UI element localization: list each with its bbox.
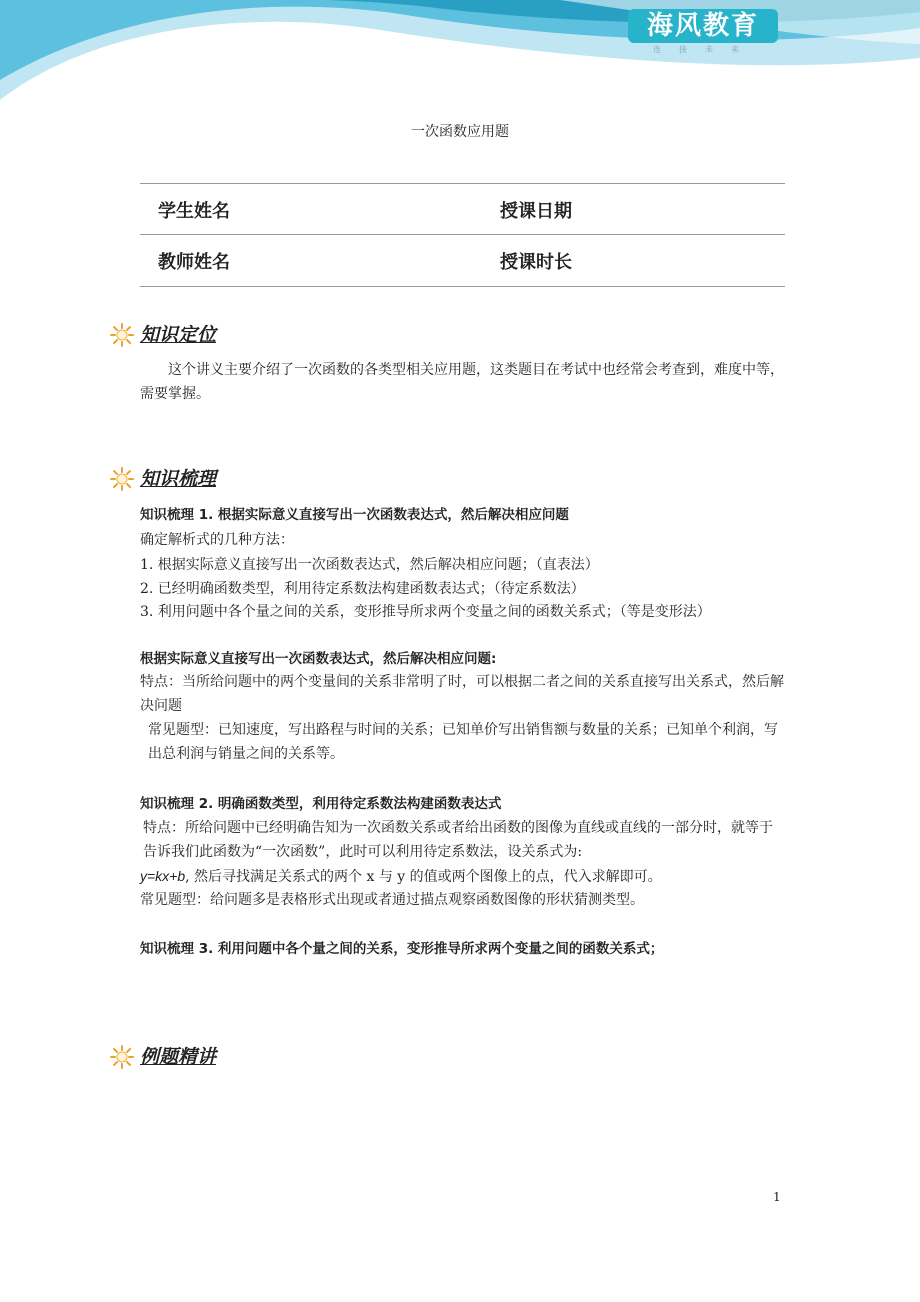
positioning-body: 这个讲义主要介绍了一次函数的各类型相关应用题，这类题目在考试中也经常会考查到，难度中等，需要掌握。: [140, 362, 784, 402]
review-heading-3: 知识梳理 3. 利用问题中各个量之间的关系，变形推导所求两个变量之间的函数关系式；: [140, 941, 664, 957]
student-info-table: [140, 183, 785, 287]
student-name-label: 学生姓名: [158, 201, 230, 222]
method-2: 2. 已经明确函数类型，利用待定系数法构建函数表达式；（待定系数法）: [140, 581, 585, 597]
review-heading-2: 知识梳理 2. 明确函数类型，利用待定系数法构建函数表达式: [140, 796, 502, 812]
review-subheading-1: 根据实际意义直接写出一次函数表达式，然后解决相应问题:: [140, 651, 497, 667]
feature-1: 特点：当所给问题中的两个变量间的关系非常明了时，可以根据二者之间的关系直接写出关系式，然后解决问题: [140, 674, 784, 714]
info-row: [140, 184, 785, 235]
teacher-name-label: 教师姓名: [158, 252, 230, 273]
formula-explanation: , 然后寻找满足关系式的两个 x 与 y 的值或两个图像上的点，代入求解即可。: [185, 869, 662, 885]
brand-logo: 海风教育: [628, 9, 778, 43]
sun-icon: [110, 1045, 134, 1069]
formula: y=kx+b: [140, 868, 186, 884]
method-1: 1. 根据实际意义直接写出一次函数表达式，然后解决相应问题；（直表法）: [140, 557, 599, 573]
review-heading-1: 知识梳理 1. 根据实际意义直接写出一次函数表达式，然后解决相应问题: [140, 507, 569, 523]
common-types-1: 常见题型：已知速度，写出路程与时间的关系；已知单价写出销售额与数量的关系；已知单个利润，写出总利润与销量之间的关系等。: [148, 722, 778, 762]
method-3: 3. 利用问题中各个量之间的关系，变形推导所求两个变量之间的函数关系式；（等是变形法）: [140, 604, 711, 620]
page-number: 1: [773, 1190, 781, 1204]
common-types-2: 常见题型：给问题多是表格形式出现或者通过描点观察函数图像的形状猜测类型。: [140, 892, 644, 908]
lesson-date-label: 授课日期: [500, 201, 572, 222]
sun-icon: [110, 467, 134, 491]
sun-icon: [110, 323, 134, 347]
section-title: 例题精讲: [140, 1046, 217, 1068]
section-title: 知识梳理: [140, 468, 217, 490]
info-row: [140, 235, 785, 287]
formula-line: [140, 864, 662, 889]
brand-slogan: 连接未来: [653, 45, 757, 54]
header-wave-banner: [0, 0, 920, 110]
methods-intro: 确定解析式的几种方法：: [140, 532, 294, 548]
section-title: 知识定位: [140, 324, 217, 346]
document-title: 一次函数应用题: [411, 124, 509, 140]
lesson-duration-label: 授课时长: [500, 252, 572, 273]
feature-2: 特点：所给问题中已经明确告知为一次函数关系或者给出函数的图像为直线或直线的一部分时，就等于告诉我们此函数为“一次函数”，此时可以利用待定系数法，设关系式为:: [143, 820, 773, 860]
